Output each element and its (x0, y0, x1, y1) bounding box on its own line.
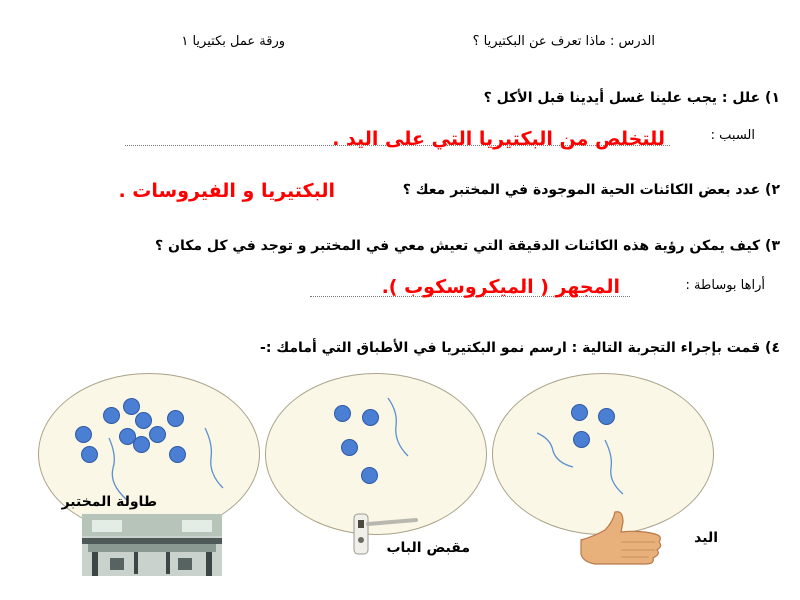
door-handle-image (350, 510, 420, 556)
thumbs-up-image (575, 510, 665, 566)
bacteria-dot (573, 431, 590, 448)
bacteria-dot (103, 407, 120, 424)
worksheet-title: ورقة عمل بكتيريا ١ (181, 34, 285, 49)
question-1: ١) علل : يجب علينا غسل أيدينا قبل الأكل ؟ (483, 90, 780, 106)
squiggle-line (535, 429, 575, 469)
lab-table-image (82, 514, 222, 576)
question-2: ٢) عدد بعض الكائنات الحية الموجودة في المختبر معك ؟ (402, 182, 780, 198)
petri-dish-lab-table (38, 373, 260, 535)
bacteria-dot (167, 410, 184, 427)
squiggle-line (199, 424, 229, 494)
bacteria-dot (135, 412, 152, 429)
bacteria-dot (75, 426, 92, 443)
answer-1: للتخلص من البكتيريا التي على اليد . (332, 128, 665, 150)
question-3: ٣) كيف يمكن رؤية هذه الكائنات الدقيقة التي تعيش معي في المختبر و توجد في كل مكان ؟ (155, 238, 780, 254)
answer-2: البكتيريا و الفيروسات . (118, 180, 335, 202)
answer-3: المجهر ( الميكروسكوب ). (381, 276, 620, 298)
bacteria-dot (133, 436, 150, 453)
bacteria-dot (571, 404, 588, 421)
tool-label: أراها بوساطة : (685, 278, 765, 293)
bacteria-dot (123, 398, 140, 415)
squiggle-line (384, 394, 414, 464)
bacteria-dot (334, 405, 351, 422)
reason-label: السبب : (710, 128, 755, 143)
lesson-title: الدرس : ماذا تعرف عن البكتيريا ؟ (472, 34, 655, 49)
bacteria-dot (81, 446, 98, 463)
bacteria-dot (169, 446, 186, 463)
label-lab-table: طاولة المختبر (61, 494, 157, 510)
squiggle-line (601, 436, 631, 506)
bacteria-dot (362, 409, 379, 426)
bacteria-dot (149, 426, 166, 443)
question-4: ٤) قمت بإجراء التجربة التالية : ارسم نمو البكتيريا في الأطباق التي أمامك :- (260, 340, 780, 356)
bacteria-dot (341, 439, 358, 456)
bacteria-dot (361, 467, 378, 484)
label-door-handle: مقبض الباب (386, 540, 470, 556)
label-hand: اليد (694, 530, 718, 546)
bacteria-dot (598, 408, 615, 425)
